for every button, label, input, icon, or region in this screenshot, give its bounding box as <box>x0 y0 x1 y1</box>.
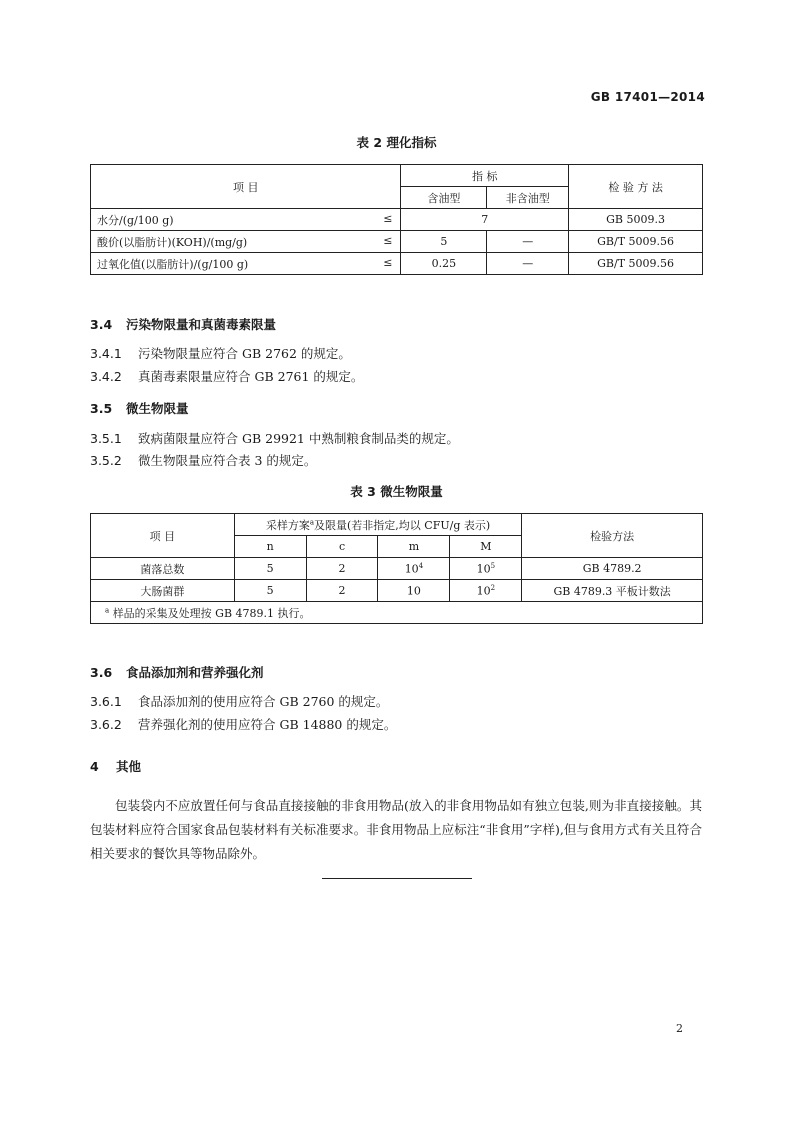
table2-cell-oil: 0.25 <box>401 253 487 275</box>
table3-cell-item: 菌落总数 <box>91 558 235 580</box>
section-3-4-heading <box>90 315 276 333</box>
table3-header-method: 检验方法 <box>522 514 703 558</box>
section-title: 其他 <box>116 759 142 774</box>
table3-cell-method: GB 4789.2 <box>522 558 703 580</box>
footnote-mark: a <box>309 517 315 526</box>
table3-cell-m <box>378 558 450 580</box>
section-title: 食品添加剂和营养强化剂 <box>126 665 264 680</box>
table3-footnote <box>91 602 703 624</box>
clause-3-4-1 <box>90 344 351 362</box>
clause-number: 3.6.1 <box>90 694 122 709</box>
table2 <box>90 164 703 275</box>
footnote-mark: a <box>105 605 110 614</box>
value-exponent: 5 <box>490 561 496 570</box>
table2-cell-item: 水分/(g/100 g) <box>97 213 174 227</box>
table3-header-m: m <box>378 536 450 558</box>
section-title: 微生物限量 <box>126 401 189 416</box>
table2-cell-item: 过氧化值(以脂肪计)/(g/100 g) <box>97 257 249 271</box>
table3-header-item: 项 目 <box>91 514 235 558</box>
table-row <box>91 253 703 275</box>
clause-text: 真菌毒素限量应符合 GB 2761 的规定。 <box>138 369 364 384</box>
section-number: 3.6 <box>90 665 113 680</box>
table3-cell-n: 5 <box>234 558 306 580</box>
table2-cell-nonoil: — <box>487 253 569 275</box>
clause-text: 营养强化剂的使用应符合 GB 14880 的规定。 <box>138 717 397 732</box>
section-number: 4 <box>90 759 99 774</box>
section-4-heading <box>90 757 141 775</box>
table3-cell-c: 2 <box>306 580 378 602</box>
table2-cell-method: GB/T 5009.56 <box>569 231 703 253</box>
table3-cell-method: GB 4789.3 平板计数法 <box>522 580 703 602</box>
table2-header-item: 项 目 <box>91 165 401 209</box>
clause-3-6-1 <box>90 692 388 710</box>
table2-cell-method: GB/T 5009.56 <box>569 253 703 275</box>
value-exponent: 2 <box>490 583 496 592</box>
value-base: 10 <box>476 562 491 576</box>
le-symbol: ≤ <box>383 212 393 225</box>
table-row <box>91 209 703 231</box>
value-exponent: 4 <box>418 561 424 570</box>
section-number: 3.5 <box>90 401 113 416</box>
table-row <box>91 580 703 602</box>
table2-header-index: 指 标 <box>401 165 569 187</box>
table2-header-oil: 含油型 <box>401 187 487 209</box>
clause-text: 污染物限量应符合 GB 2762 的规定。 <box>138 346 351 361</box>
table2-cell-oil: 7 <box>401 209 569 231</box>
clause-3-4-2 <box>90 367 363 385</box>
clause-3-6-2 <box>90 715 396 733</box>
section-3-6-heading <box>90 663 264 681</box>
table3-cell-m <box>378 580 450 602</box>
end-rule <box>322 878 472 879</box>
table3-header-c: c <box>306 536 378 558</box>
plan-label-rest: 及限量(若非指定,均以 CFU/g 表示) <box>314 518 491 532</box>
table2-cell-nonoil: — <box>487 231 569 253</box>
table3-cell-M <box>450 580 522 602</box>
clause-number: 3.5.1 <box>90 431 122 446</box>
table3-cell-item: 大肠菌群 <box>91 580 235 602</box>
table3-cell-M <box>450 558 522 580</box>
le-symbol: ≤ <box>383 234 393 247</box>
value-base: 10 <box>476 584 491 598</box>
table2-header-nonoil: 非含油型 <box>487 187 569 209</box>
table2-cell-method: GB 5009.3 <box>569 209 703 231</box>
table3-header-M: M <box>450 536 522 558</box>
page-number: 2 <box>676 1022 683 1035</box>
clause-text: 致病菌限量应符合 GB 29921 中熟制粮食制品类的规定。 <box>138 431 459 446</box>
table3-header-plan <box>234 514 522 536</box>
value-base: 10 <box>404 562 419 576</box>
table-row <box>91 231 703 253</box>
table3-cell-n: 5 <box>234 580 306 602</box>
clause-3-5-2 <box>90 451 316 469</box>
clause-number: 3.5.2 <box>90 453 122 468</box>
table3-caption: 表 3 微生物限量 <box>350 484 443 499</box>
clause-text: 食品添加剂的使用应符合 GB 2760 的规定。 <box>138 694 389 709</box>
table3 <box>90 513 703 624</box>
table3-cell-c: 2 <box>306 558 378 580</box>
table2-caption: 表 2 理化指标 <box>356 135 437 150</box>
table2-cell-item: 酸价(以脂肪计)(KOH)/(mg/g) <box>97 235 248 249</box>
section-title: 污染物限量和真菌毒素限量 <box>126 317 277 332</box>
clause-number: 3.4.1 <box>90 346 122 361</box>
clause-number: 3.4.2 <box>90 369 122 384</box>
clause-number: 3.6.2 <box>90 717 122 732</box>
table2-header-method: 检 验 方 法 <box>569 165 703 209</box>
section-4-body: 包装袋内不应放置任何与食品直接接触的非食用物品(放入的非食用物品如有独立包装,则为非直接接触。其包装材料应符合国家食品包装材料有关标准要求。非食用物品上应标注“非食用”字样),但与食用方式有关且符合相关要求的餐饮具等物品除外。 <box>90 798 702 861</box>
le-symbol: ≤ <box>383 256 393 269</box>
plan-label: 采样方案 <box>265 518 310 532</box>
section-number: 3.4 <box>90 317 113 332</box>
section-3-5-heading <box>90 399 189 417</box>
table-row <box>91 558 703 580</box>
table2-cell-oil: 5 <box>401 231 487 253</box>
table3-header-n: n <box>234 536 306 558</box>
clause-text: 微生物限量应符合表 3 的规定。 <box>138 453 317 468</box>
value-base: 10 <box>406 584 421 598</box>
clause-3-5-1 <box>90 429 459 447</box>
standard-id: GB 17401—2014 <box>590 90 705 104</box>
footnote-text: 样品的采集及处理按 GB 4789.1 执行。 <box>112 606 311 620</box>
